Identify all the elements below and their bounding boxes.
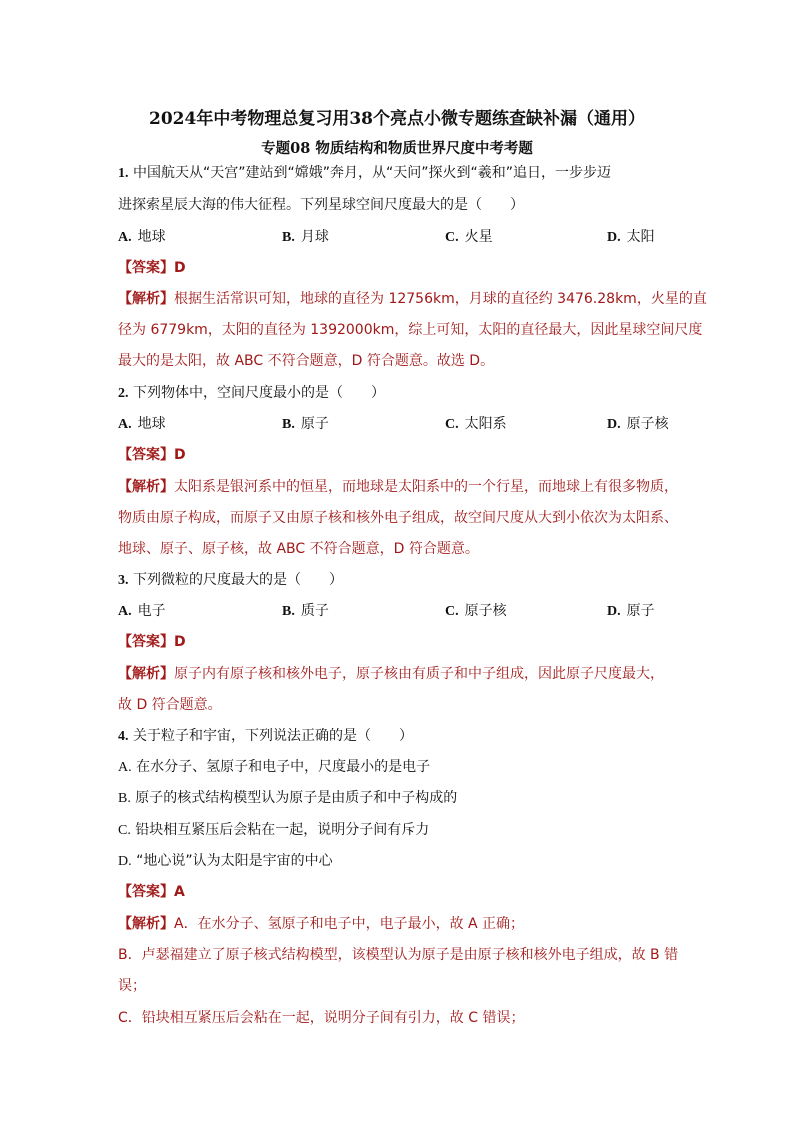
- question-4-analysis-line3: 误；: [118, 978, 146, 994]
- question-4-text: 关于粒子和宇宙，下列说法正确的是（ ）: [132, 728, 413, 744]
- question-3-stem: [118, 570, 343, 591]
- question-2-text: 下列物体中，空间尺度最小的是（ ）: [132, 385, 385, 401]
- question-2-option-c: C. 太阳系: [445, 416, 507, 432]
- question-4-stem: [118, 726, 413, 747]
- question-3-option-b: B. 质子: [282, 603, 329, 619]
- question-4-analysis-line2: B．卢瑟福建立了原子核式结构模型，该模型认为原子是由原子核和核外电子组成，故 B 错: [118, 947, 679, 963]
- question-1-text-line2: 进探索星辰大海的伟大征程。下列星球空间尺度最大的是（ ）: [118, 197, 524, 213]
- document-subtitle: 专题08 物质结构和物质世界尺度中考考题: [261, 140, 533, 157]
- question-3-answer: 【答案】D: [118, 634, 186, 650]
- question-1-option-d: D. 太阳: [607, 229, 655, 245]
- question-2-option-b: B. 原子: [282, 416, 329, 432]
- question-2-number: 2.: [118, 386, 129, 401]
- question-1-option-a: A. 地球: [118, 229, 166, 245]
- question-1-text-line1: 中国航天从“天宫”建站到“嫦娥”奔月，从“天问”探火到“羲和”追日，一步步迈: [132, 165, 611, 181]
- question-2-analysis-line2: 物质由原子构成，而原子又由原子核和核外电子组成，故空间尺度从大到小依次为太阳系、: [118, 510, 678, 526]
- question-3-option-a: A. 电子: [118, 603, 166, 619]
- question-2-stem: [118, 383, 385, 404]
- question-1-option-b: B. 月球: [282, 229, 329, 245]
- question-4-analysis: 【解析】A．在水分子、氢原子和电子中，电子最小，故 A 正确；: [118, 916, 525, 932]
- question-4-number: 4.: [118, 729, 129, 744]
- question-1-analysis-line3: 最大的是太阳，故 ABC 不符合题意，D 符合题意。故选 D。: [118, 353, 495, 369]
- question-4-analysis-line4: C．铅块相互紧压后会粘在一起，说明分子间有引力，故 C 错误；: [118, 1010, 525, 1026]
- question-1-number: 1.: [118, 166, 129, 181]
- question-4-option-a: A. 在水分子、氢原子和电子中，尺度最小的是电子: [118, 759, 431, 775]
- question-4-option-c: C. 铅块相互紧压后会粘在一起，说明分子间有斥力: [118, 822, 430, 838]
- question-1-analysis: 【解析】根据生活常识可知，地球的直径为 12756km，月球的直径约 3476.28km，火星的直: [118, 291, 707, 307]
- question-3-analysis-line2: 故 D 符合题意。: [118, 697, 222, 713]
- question-3-option-d: D. 原子: [607, 603, 655, 619]
- question-3-number: 3.: [118, 573, 129, 588]
- question-2-option-a: A. 地球: [118, 416, 166, 432]
- question-4-option-d: D. “地心说”认为太阳是宇宙的中心: [118, 853, 333, 869]
- question-4-option-b: B. 原子的核式结构模型认为原子是由质子和中子构成的: [118, 790, 458, 806]
- question-1-answer: 【答案】D: [118, 260, 186, 276]
- question-1-analysis-line2: 径为 6779km，太阳的直径为 1392000km，综上可知，太阳的直径最大，因此星球空间尺度: [118, 322, 703, 338]
- question-2-answer: 【答案】D: [118, 447, 186, 463]
- question-3-text: 下列微粒的尺度最大的是（ ）: [132, 572, 343, 588]
- question-2-analysis-line3: 地球、原子、原子核，故 ABC 不符合题意，D 符合题意。: [118, 541, 479, 557]
- document-title: 2024年中考物理总复习用38个亮点小微专题练查缺补漏（通用）: [149, 109, 645, 129]
- question-4-answer: 【答案】A: [118, 884, 185, 900]
- question-1-stem: [118, 163, 611, 184]
- question-2-option-d: D. 原子核: [607, 416, 669, 432]
- question-3-analysis: 【解析】原子内有原子核和核外电子，原子核由有质子和中子组成，因此原子尺度最大，: [118, 666, 664, 682]
- question-1-option-c: C. 火星: [445, 229, 493, 245]
- question-2-analysis: 【解析】太阳系是银河系中的恒星，而地球是太阳系中的一个行星，而地球上有很多物质，: [118, 479, 678, 495]
- question-3-option-c: C. 原子核: [445, 603, 507, 619]
